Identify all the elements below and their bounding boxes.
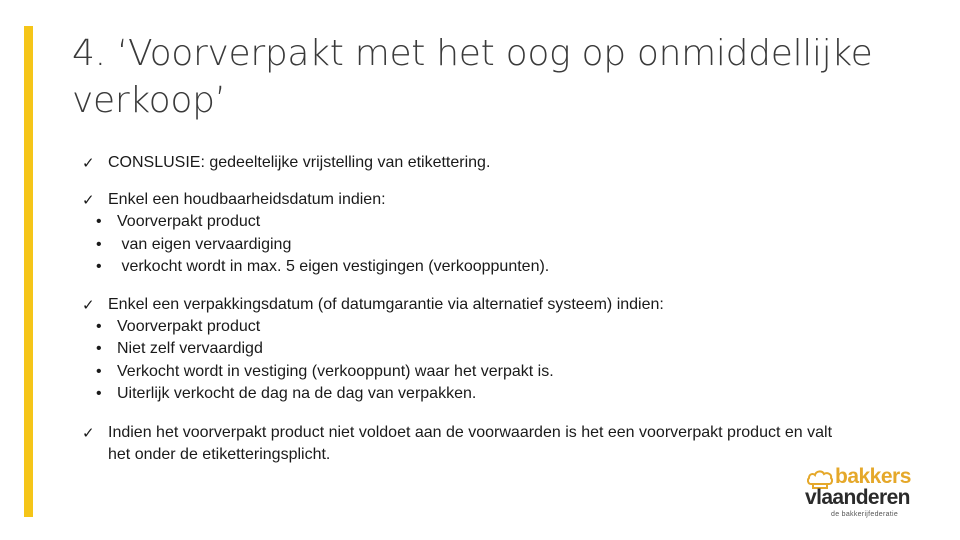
bullet-icon: • [96,317,102,335]
sublist-item: • van eigen vervaardiging [82,234,842,257]
item-text: Enkel een verpakkingsdatum (of datumgarantie via alternatief systeem) indien: [108,295,664,313]
slide-title: 4. ‘Voorverpakt met het oog op onmiddellijke verkoop’ [72,33,873,121]
list-item-verpakkingsdatum [82,294,842,316]
sublist-item: • verkocht wordt in max. 5 eigen vestigingen (verkooppunten). [82,256,842,279]
item-text: Enkel een houdbaarheidsdatum indien: [108,191,386,208]
check-icon: ✓ [82,154,95,172]
sublist-houdbaarheidsdatum [82,211,842,279]
check-icon: ✓ [82,191,95,209]
sublist-verpakkingsdatum [82,316,842,406]
bullet-icon: • [96,235,102,253]
sublist-item: • Uiterlijk verkocht de dag na de dag van verpakken. [82,383,842,406]
sublist-item: • Voorverpakt product [82,211,842,234]
list-item-etiketteringsplicht [82,422,842,466]
bullet-icon: • [96,362,102,380]
bullet-icon: • [96,258,102,275]
sublist-item: • Voorverpakt product [82,316,842,339]
check-icon: ✓ [82,423,95,442]
slide-content [82,152,842,466]
item-text: CONSLUSIE: gedeeltelijke vrijstelling van etikettering. [108,154,491,171]
sublist-item: • Niet zelf vervaardigd [82,338,842,361]
check-icon: ✓ [82,295,95,314]
bullet-icon: • [96,340,102,357]
item-text: Indien het voorverpakt product niet voldoet aan de voorwaarden is het een voorverpakt product en valt het onder de etiketteringsplicht. [108,423,833,463]
logo-text-bakkers: bakkers [835,465,911,488]
logo-tagline: de bakkerijfederatie [831,511,899,518]
list-item-conclusion [82,152,842,174]
bakkers-vlaanderen-logo [805,466,933,520]
list-item-houdbaarheidsdatum [82,189,842,211]
sublist-item: • Verkocht wordt in vestiging (verkooppunt) waar het verpakt is. [82,361,842,384]
bullet-icon: • [96,213,102,230]
logo-text-vlaanderen: vlaanderen [805,486,910,509]
bullet-icon: • [96,385,102,402]
accent-bar [24,26,33,517]
